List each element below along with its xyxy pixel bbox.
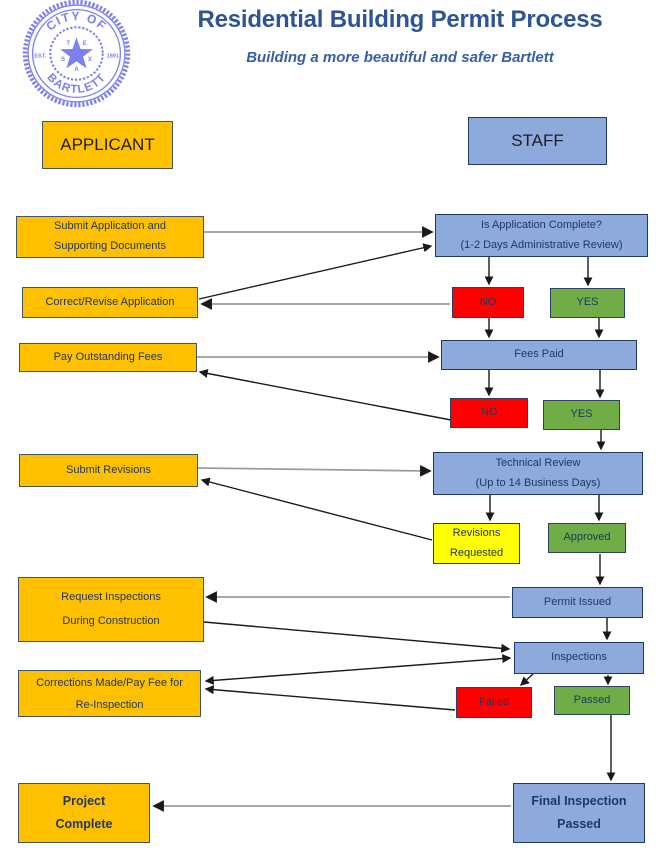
node-label-line: Approved [563, 531, 611, 544]
flow-node-submit-revisions [19, 454, 198, 487]
node-label-line: During Construction [62, 614, 160, 627]
node-label-line: Fees Paid [514, 348, 564, 361]
node-label-line: Final Inspection [531, 793, 627, 808]
flow-node-fees-paid [441, 340, 637, 370]
node-label-line: Submit Revisions [66, 463, 151, 476]
flow-node-technical-review [433, 452, 643, 495]
seal-est-text: EST. [34, 53, 47, 60]
flow-node-project-complete [18, 783, 150, 843]
node-label-line: YES [576, 296, 599, 309]
svg-text:A: A [74, 67, 79, 74]
node-label-line: Permit Issued [543, 595, 612, 608]
node-label-line: Revisions [452, 526, 501, 539]
connector-submit-revisions-to-technical-review [198, 468, 430, 471]
svg-text:BARTLETT [44, 71, 108, 96]
seal-top-text: CITY OF [43, 9, 110, 34]
flow-node-pay-outstanding-fees [19, 343, 197, 372]
flow-node-revisions-requested [433, 523, 520, 564]
svg-text:E: E [82, 41, 87, 48]
node-label-line: Technical Review [495, 456, 581, 469]
svg-text:T: T [66, 41, 71, 48]
flow-node-is-application-complete [435, 214, 648, 257]
city-of-bartlett-seal [20, 0, 133, 110]
node-label-line: Passed [573, 693, 611, 706]
node-label-line: (1-2 Days Administrative Review) [460, 238, 623, 251]
node-label-line: STAFF [511, 130, 564, 150]
node-label-line: NO [479, 295, 497, 308]
node-label-line: Submit Application and [54, 220, 166, 233]
node-label-line: Complete [55, 817, 113, 831]
flow-node-request-inspections [18, 577, 204, 642]
svg-text:X: X [87, 56, 92, 63]
flow-node-failed [456, 687, 532, 718]
flow-node-approved [548, 523, 626, 553]
connector-no-2-to-pay-outstanding-fees [200, 372, 451, 420]
seal-star-icon [60, 37, 93, 68]
connector-inspections-to-corrections-made [206, 658, 510, 681]
flow-node-yes-1 [550, 288, 625, 318]
connector-correct-revise-application-to-is-application-complete [199, 246, 431, 299]
node-label-line: (Up to 14 Business Days) [475, 476, 601, 489]
flow-node-submit-application [16, 216, 204, 258]
node-label-line: Supporting Documents [54, 240, 166, 252]
connector-inspections-to-failed [521, 674, 533, 685]
node-label-line: Re-Inspection [75, 698, 144, 711]
node-label-line: Correct/Revise Application [45, 295, 175, 308]
flow-node-corrections-made [18, 670, 201, 717]
node-label-line: NO [480, 406, 498, 419]
connector-request-inspections-to-inspections [204, 622, 509, 649]
node-label-line: YES [570, 408, 593, 421]
flow-node-no-1 [452, 287, 524, 318]
staff-lane-header [468, 117, 607, 165]
node-label-line: Project [62, 793, 106, 808]
header-text-block [130, 6, 667, 66]
flow-node-no-2 [450, 398, 528, 428]
svg-text:S: S [61, 56, 66, 63]
node-label-line: APPLICANT [60, 134, 155, 154]
node-label-line: Failed [479, 695, 509, 708]
applicant-lane-header [42, 121, 173, 169]
seal-bottom-text: BARTLETT [44, 70, 109, 97]
page-title: Residential Building Permit Process [197, 6, 603, 33]
node-label-line: Pay Outstanding Fees [53, 350, 163, 363]
node-label-line: Passed [557, 817, 601, 831]
node-label-line: Is Application Complete? [480, 218, 603, 231]
connector-failed-to-corrections-made [206, 689, 455, 710]
flow-node-final-inspection-passed [513, 783, 645, 843]
seal-year-text: 1891 [106, 53, 119, 60]
flow-node-inspections [514, 642, 644, 674]
node-label-line: Corrections Made/Pay Fee for [36, 676, 183, 689]
node-label-line: Request Inspections [61, 591, 161, 604]
connector-revisions-requested-to-submit-revisions [202, 480, 432, 540]
flow-node-permit-issued [512, 587, 643, 618]
svg-text:CITY OF [43, 9, 109, 33]
node-label-line: Requested [449, 546, 504, 559]
page-subtitle: Building a more beautiful and safer Bartlett [246, 49, 554, 66]
flow-node-passed [554, 686, 630, 715]
node-label-line: Inspections [551, 651, 607, 664]
flow-node-correct-revise-application [22, 287, 198, 318]
flow-node-yes-2 [543, 400, 620, 430]
